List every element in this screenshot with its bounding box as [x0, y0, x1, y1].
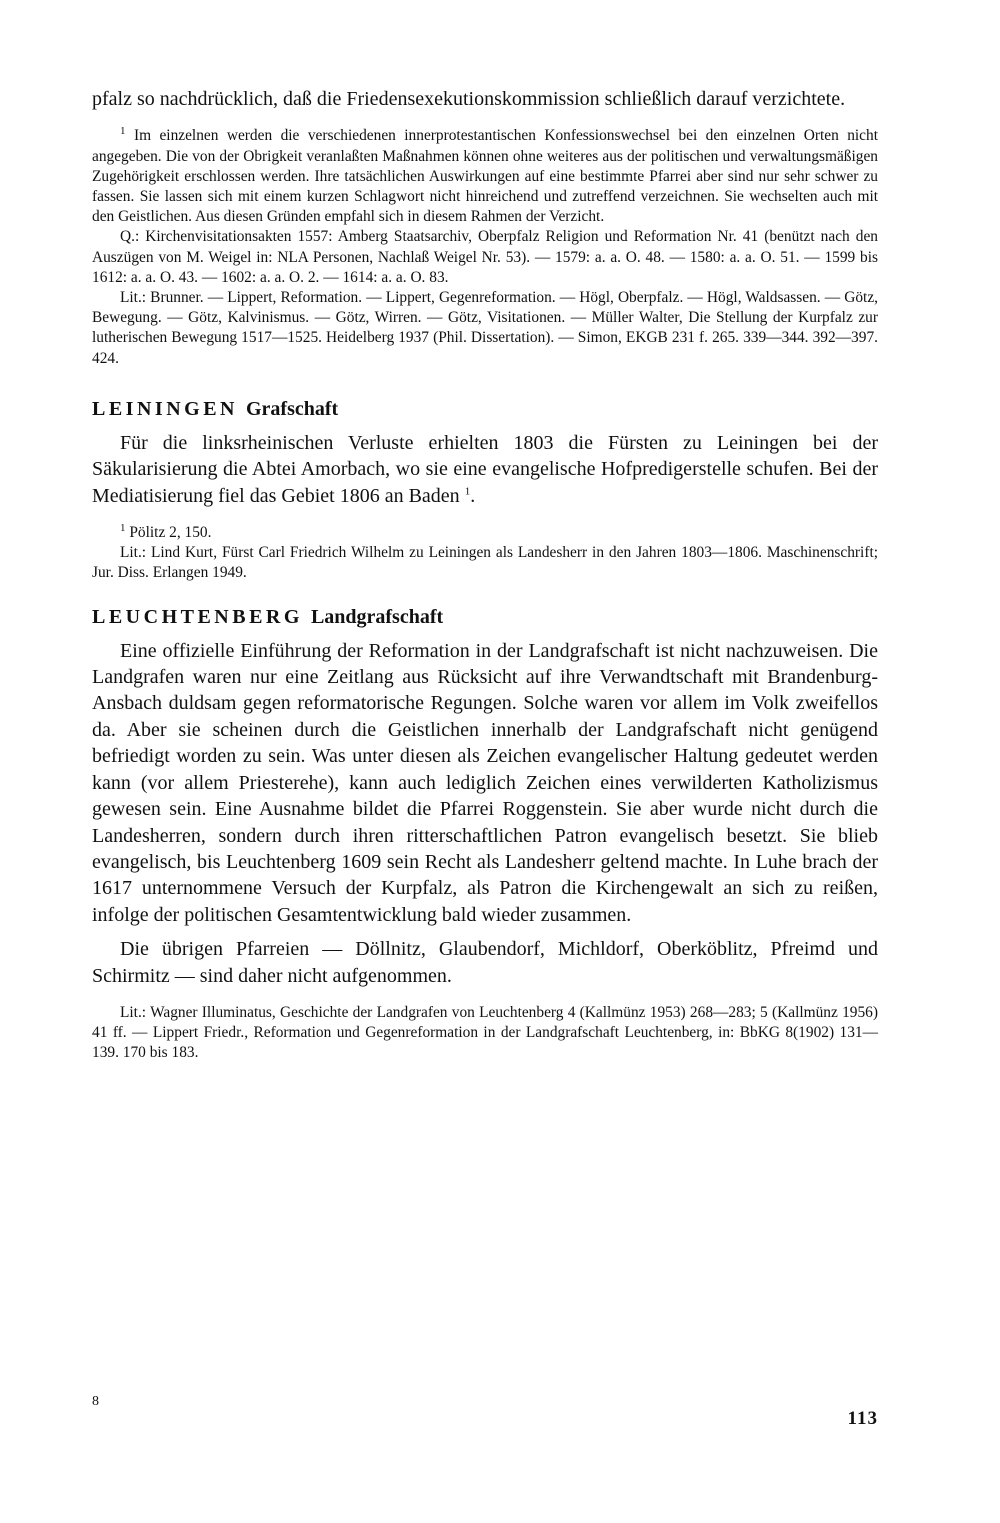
section-heading-leiningen — [92, 396, 878, 422]
printer-signature: 8 — [92, 1394, 99, 1409]
section-leiningen — [92, 396, 878, 584]
paragraph-text: Für die linksrheinischen Verluste erhielten 1803 die Fürsten zu Leiningen bei der Säkularisierung die Abtei Amorbach, wo sie eine evangelische Hofpredigerstelle schufen. Bei der Mediatisierung fiel das Gebiet 1806 an Baden — [92, 431, 878, 507]
continuation-paragraph: pfalz so nachdrücklich, daß die Friedensexekutionskommission schließlich darauf verzichtete. — [92, 88, 846, 110]
footnote-marker: 1 — [120, 521, 126, 534]
section-paragraph: Eine offizielle Einführung der Reformation in der Landgrafschaft ist nicht nachzuweisen. Die Landgrafen waren nur eine Zeitlang aus Rücksicht auf ihre Verwandtschaft mit Brandenburg-Ansbach duldsam gegen reformatorische Regungen. Solche waren vor allem im Volk zweifellos da. Aber sie scheinen durch die Geistlichen innerhalb der Landgrafschaft nicht genügend befriedigt worden zu sein. Was unter diesen als Zeichen evangelischer Haltung gedeutet werden kann (vor allem Priesterehe), kann auch lediglich Zeichen eines verwilderten Katholizismus gewesen sein. Eine Ausnahme bildet die Pfarrei Roggenstein. Sie aber wurde nicht durch die Landesherren, sondern durch ihren ritterschaftlichen Patron evangelisch besetzt. Sie blieb evangelisch, bis Leuchtenberg 1609 sein Recht als Landesherr geltend machte. In Luhe brach der 1617 unternommene Versuch der Kurpfalz, als Patron die Kirchengewalt an sich zu reißen, infolge der politischen Gesamtentwicklung bald wieder zusammen. — [92, 639, 878, 926]
footnote-literature: Lit.: Wagner Illuminatus, Geschichte der Landgrafen von Leuchtenberg 4 (Kallmünz 1953) 268—283; 5 (Kallmünz 1956) 41 ff. — Lippert Friedr., Reformation und Gegenreformation in der Landgrafschaft Leuchtenberg, in: BbKG 8(1902) 131—139. 170 bis 183. — [92, 1003, 878, 1062]
paragraph-end: . — [470, 484, 476, 507]
section-paragraph: Die übrigen Pfarreien — Döllnitz, Glaubendorf, Michldorf, Oberköblitz, Pfreimd und Schirmitz — sind daher nicht aufgenommen. — [92, 938, 878, 987]
footnote-body: Im einzelnen werden die verschiedenen innerprotestantischen Konfessionswechsel bei den einzelnen Orten nicht angegeben. Die von der Obrigkeit veranlaßten Maßnahmen können ohne weiteres aus der politischen und verwaltungsmäßigen Zugehörigkeit erschlossen werden. Ihre tatsächlichen Auswirkungen auf eine bestimmte Pfarrei aber sind nur sehr schwer zu fassen. Sie lassen sich mit einem kurzen Schlagwort nicht hinreichend und zutreffend verzeichnen. Sie wechselten auch mit den Geistlichen. Aus diesen Gründen empfahl sich in diesem Rahmen der Verzicht. — [92, 127, 878, 226]
section-name: LEININGEN — [92, 397, 238, 420]
footnote-block-1 — [92, 126, 878, 368]
footnote-text — [92, 523, 878, 543]
section-paragraph — [92, 430, 878, 509]
footnote-sources: Q.: Kirchenvisitationsakten 1557: Amberg Staatsarchiv, Oberpfalz Religion und Reformation Nr. 41 (benützt nach den Auszügen von M. Weigel in: NLA Personen, Nachlaß Weigel Nr. 53). — 1579: a. a. O. 48. — 1580: a. a. O. 51. — 1599 bis 1612: a. a. O. 43. — 1602: a. a. O. 2. — 1614: a. a. O. 83. — [92, 228, 878, 286]
section-leuchtenberg — [92, 604, 878, 1064]
footnote-marker: 1 — [120, 125, 126, 138]
section-kind: Grafschaft — [245, 397, 339, 420]
footnote-text — [92, 126, 878, 227]
footnote-literature: Lit.: Brunner. — Lippert, Reformation. — Lippert, Gegenreformation. — Högl, Oberpfalz. — Högl, Waldsassen. — Götz, Bewegung. — Götz, Kalvinismus. — Götz, Wirren. — Götz, Visitationen. — Müller Walter, Die Stellung der Kurpfalz zur lutherischen Bewegung 1517—1525. Heidelberg 1937 (Phil. Dissertation). — Simon, EKGB 231 f. 265. 339—344. 392—397. 424. — [92, 289, 878, 367]
page-number: 113 — [847, 1408, 878, 1429]
section-name: LEUCHTENBERG — [92, 605, 303, 628]
footnote-literature: Lit.: Lind Kurt, Fürst Carl Friedrich Wilhelm zu Leiningen als Landesherr in den Jahren 1803—1806. Maschinenschrift; Jur. Diss. Erlangen 1949. — [92, 544, 878, 582]
footnote-reference: 1 — [464, 485, 471, 497]
section-heading-leuchtenberg — [92, 604, 878, 630]
section-kind: Landgrafschaft — [310, 605, 444, 628]
footnote-body: Pölitz 2, 150. — [129, 524, 212, 542]
page-content — [92, 86, 878, 1064]
